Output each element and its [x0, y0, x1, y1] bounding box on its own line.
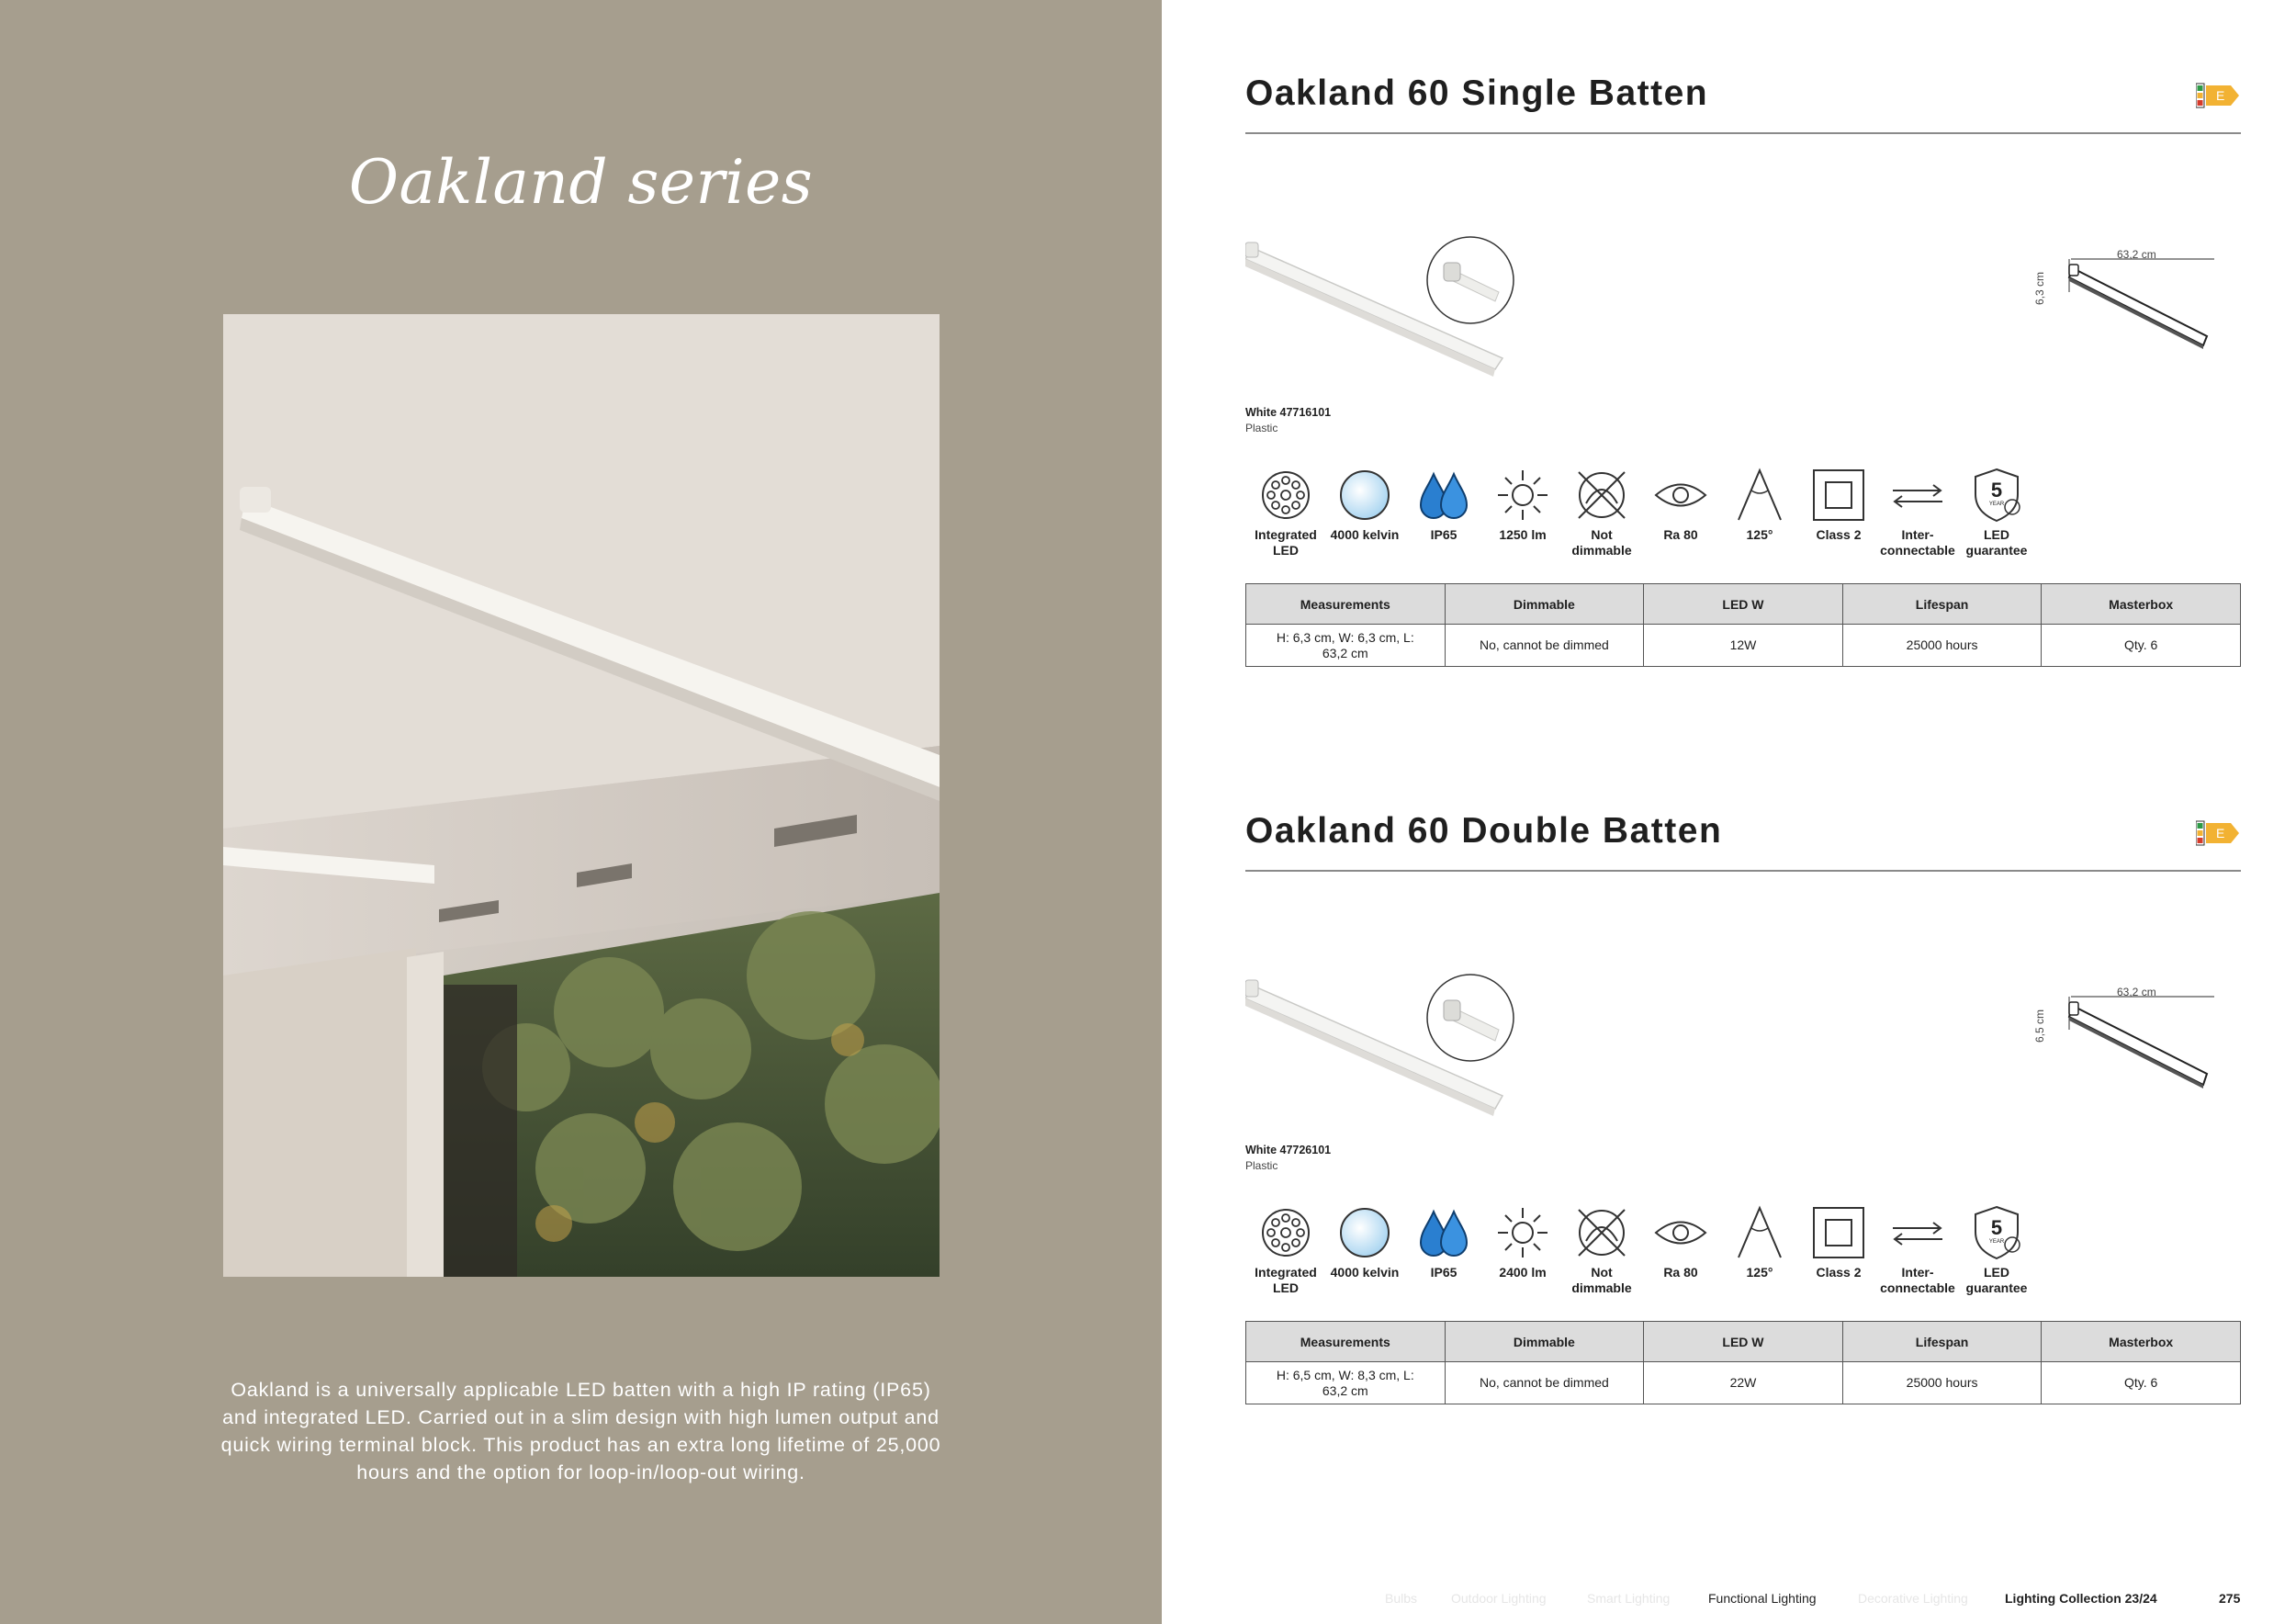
integrated-led-icon: [1257, 467, 1314, 524]
beam-angle-icon: [1731, 467, 1788, 524]
guarantee-shield-icon: [1968, 467, 2025, 524]
title-divider: [1245, 870, 2241, 872]
spec-led-guarantee: [1956, 467, 2037, 558]
spec-interconnectable: [1877, 1204, 1958, 1296]
spec-caption: 1250 lm: [1499, 527, 1547, 542]
hero-photo: [223, 314, 940, 1277]
spec-caption: 125°: [1746, 527, 1773, 542]
spec-caption: LED guarantee: [1965, 1265, 2028, 1295]
table-header: LED W: [1644, 1322, 1843, 1362]
variant-material: Plastic: [1245, 1159, 1278, 1172]
spec-table: [1245, 583, 2241, 667]
svg-text:5: 5: [1990, 479, 2003, 502]
spec-color-temperature: [1324, 467, 1405, 543]
svg-text:E: E: [2216, 88, 2225, 103]
table-cell-lifespan: 25000 hours: [1842, 625, 2042, 667]
ip-rating-drops-icon: [1415, 467, 1472, 524]
variant-material: Plastic: [1245, 422, 1278, 434]
product-title: Oakland 60 Single Batten: [1245, 73, 1709, 113]
table-cell-masterbox: Qty. 6: [2042, 625, 2241, 667]
spec-caption: Not dimmable: [1571, 527, 1632, 558]
svg-text:5: 5: [1990, 1216, 2003, 1239]
spec-class-2: [1798, 467, 1879, 543]
table-header: Lifespan: [1842, 1322, 2042, 1362]
dimension-length-label: 63,2 cm: [2117, 248, 2156, 261]
table-cell-lifespan: 25000 hours: [1842, 1362, 2042, 1404]
spec-caption: 4000 kelvin: [1330, 527, 1400, 542]
spec-beam-angle: [1719, 467, 1800, 543]
spec-led-guarantee: [1956, 1204, 2037, 1296]
footer-nav-functional-lighting[interactable]: Functional Lighting: [1708, 1591, 1817, 1606]
variant-name: White 47716101: [1245, 406, 1332, 419]
interconnectable-icon: [1889, 1204, 1946, 1261]
lumen-sun-icon: [1494, 1204, 1551, 1261]
table-row: [1246, 625, 2241, 667]
table-header: Lifespan: [1842, 584, 2042, 625]
spec-beam-angle: [1719, 1204, 1800, 1280]
series-description: Oakland is a universally applicable LED batten with a high IP rating (IP65) and integrated LED. Carried out in a slim design with high lumen output and quick wiring terminal block. This product has an extra long lifetime of 25,000 hours and the option for loop-in/loop-out wiring.: [220, 1379, 941, 1483]
table-header: Masterbox: [2042, 584, 2241, 625]
guarantee-shield-icon: [1968, 1204, 2025, 1261]
spec-not-dimmable: [1561, 467, 1642, 558]
spec-icon-row: [1245, 467, 2072, 577]
dimension-height-label: 6,3 cm: [2033, 271, 2046, 305]
color-temperature-icon: [1336, 467, 1393, 524]
spec-lumen: [1482, 467, 1563, 543]
spec-caption: Class 2: [1816, 1265, 1862, 1280]
spec-ip-rating: [1403, 1204, 1484, 1280]
table-header-row: [1246, 1322, 2241, 1362]
table-header: Measurements: [1246, 584, 1446, 625]
spec-color-temperature: [1324, 1204, 1405, 1280]
table-header: Dimmable: [1445, 584, 1644, 625]
beam-angle-icon: [1731, 1204, 1788, 1261]
dimension-length-label: 63,2 cm: [2117, 986, 2156, 998]
class-2-icon: [1810, 467, 1867, 524]
not-dimmable-icon: [1573, 467, 1630, 524]
table-header: Dimmable: [1445, 1322, 1644, 1362]
eye-icon: [1652, 467, 1709, 524]
variant-name: White 47726101: [1245, 1144, 1332, 1156]
table-header: Measurements: [1246, 1322, 1446, 1362]
table-cell-measurements: H: 6,3 cm, W: 6,3 cm, L: 63,2 cm: [1246, 625, 1446, 667]
spec-caption: Inter- connectable: [1880, 527, 1955, 558]
spec-caption: Not dimmable: [1571, 1265, 1632, 1295]
table-header: Masterbox: [2042, 1322, 2241, 1362]
table-header: LED W: [1644, 584, 1843, 625]
spec-ra: [1640, 1204, 1721, 1280]
spec-caption: IP65: [1430, 527, 1458, 542]
interconnectable-icon: [1889, 467, 1946, 524]
spec-caption: 2400 lm: [1499, 1265, 1547, 1280]
spec-class-2: [1798, 1204, 1879, 1280]
svg-text:YEAR: YEAR: [1988, 502, 2005, 507]
svg-text:E: E: [2216, 826, 2225, 840]
footer-collection-title: Lighting Collection 23/24: [2005, 1591, 2157, 1606]
spec-icon-row: [1245, 1204, 2072, 1314]
spec-caption: Inter- connectable: [1880, 1265, 1955, 1295]
title-divider: [1245, 132, 2241, 134]
spec-caption: Ra 80: [1663, 527, 1698, 542]
spec-caption: Integrated LED: [1255, 1265, 1317, 1295]
ip-rating-drops-icon: [1415, 1204, 1472, 1261]
table-cell-dimmable: No, cannot be dimmed: [1445, 1362, 1644, 1404]
spec-caption: Ra 80: [1663, 1265, 1698, 1280]
spec-caption: 125°: [1746, 1265, 1773, 1280]
table-header-row: [1246, 584, 2241, 625]
spec-caption: Class 2: [1816, 527, 1862, 542]
footer-nav-decorative-lighting[interactable]: Decorative Lighting: [1858, 1591, 1968, 1606]
spec-caption: Integrated LED: [1255, 527, 1317, 558]
eye-icon: [1652, 1204, 1709, 1261]
table-cell-measurements: H: 6,5 cm, W: 8,3 cm, L: 63,2 cm: [1246, 1362, 1446, 1404]
product-title: Oakland 60 Double Batten: [1245, 811, 1723, 851]
footer-nav-bulbs[interactable]: Bulbs: [1385, 1591, 1418, 1606]
table-row: [1246, 1362, 2241, 1404]
energy-label-icon: [2196, 820, 2240, 846]
spec-caption: 4000 kelvin: [1330, 1265, 1400, 1280]
footer-nav-smart-lighting[interactable]: Smart Lighting: [1587, 1591, 1671, 1606]
spec-integrated-led: [1245, 467, 1326, 558]
spec-integrated-led: [1245, 1204, 1326, 1296]
spec-table: [1245, 1321, 2241, 1404]
svg-text:YEAR: YEAR: [1988, 1239, 2005, 1245]
spec-ip-rating: [1403, 467, 1484, 543]
page-footer: [1245, 1591, 2241, 1609]
page-number: 275: [2219, 1591, 2241, 1606]
spec-ra: [1640, 467, 1721, 543]
spec-caption: IP65: [1430, 1265, 1458, 1280]
dimension-height-label: 6,5 cm: [2033, 1009, 2046, 1043]
table-cell-masterbox: Qty. 6: [2042, 1362, 2241, 1404]
spec-interconnectable: [1877, 467, 1958, 558]
lumen-sun-icon: [1494, 467, 1551, 524]
detail-zoom-circle: [1425, 973, 1515, 1063]
spec-not-dimmable: [1561, 1204, 1642, 1296]
detail-zoom-circle: [1425, 235, 1515, 325]
table-cell-dimmable: No, cannot be dimmed: [1445, 625, 1644, 667]
footer-nav-outdoor-lighting[interactable]: Outdoor Lighting: [1451, 1591, 1547, 1606]
spec-caption: LED guarantee: [1965, 527, 2028, 558]
not-dimmable-icon: [1573, 1204, 1630, 1261]
color-temperature-icon: [1336, 1204, 1393, 1261]
ceiling-batten-photo: [223, 314, 940, 1277]
integrated-led-icon: [1257, 1204, 1314, 1261]
series-title: Oakland series: [348, 147, 814, 218]
energy-label-icon: [2196, 83, 2240, 108]
class-2-icon: [1810, 1204, 1867, 1261]
table-cell-led-w: 12W: [1644, 625, 1843, 667]
spec-lumen: [1482, 1204, 1563, 1280]
table-cell-led-w: 22W: [1644, 1362, 1843, 1404]
